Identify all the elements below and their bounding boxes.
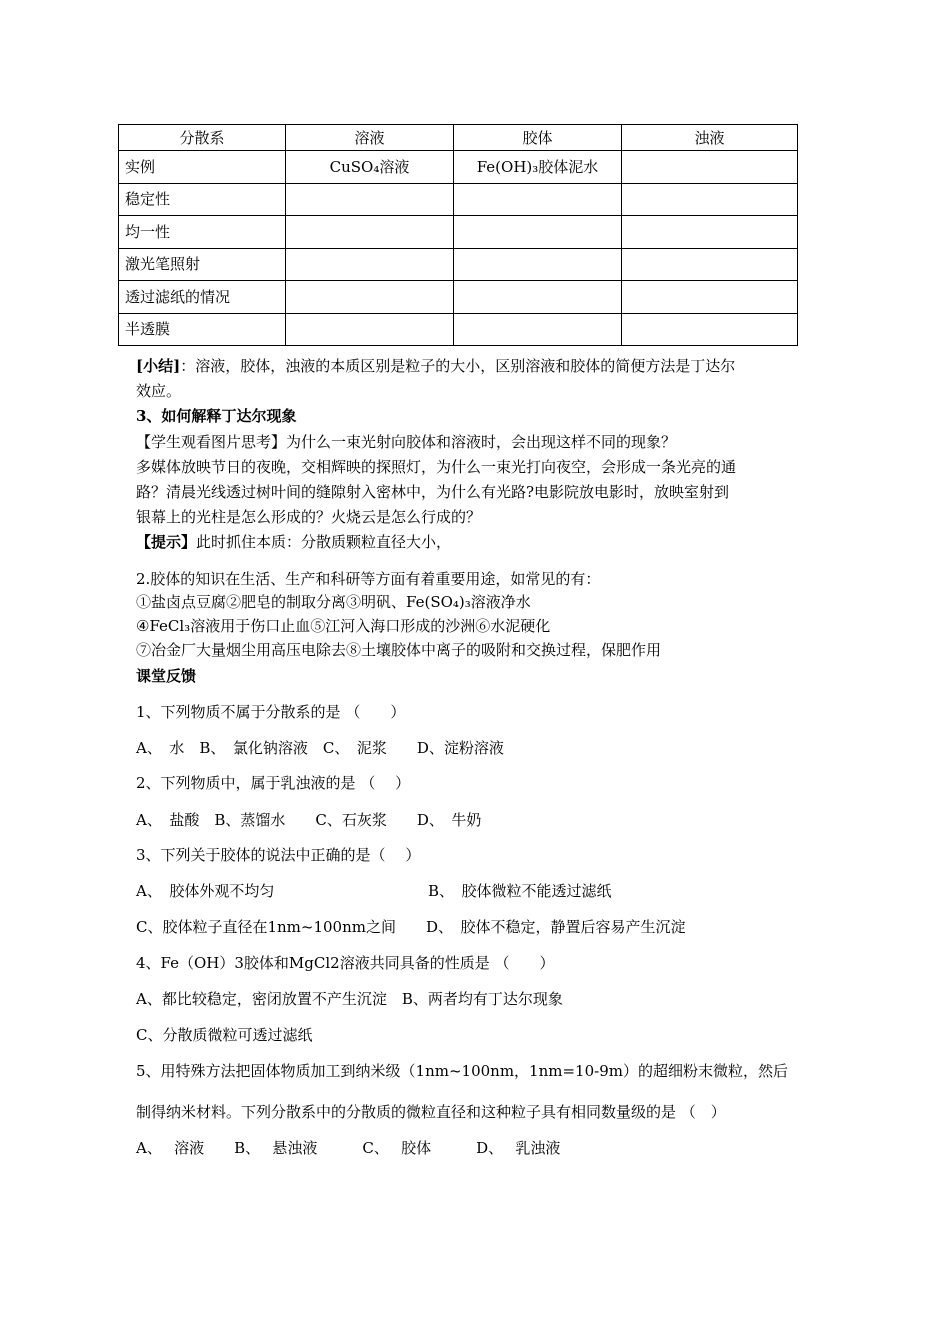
row-label: 半透膜 (119, 313, 286, 346)
summary-line-2: 效应。 (136, 382, 182, 400)
table-row (119, 151, 798, 184)
question-2: 2、下列物质中，属于乳浊液的是 （ ） (136, 774, 411, 792)
table-cell (622, 248, 798, 281)
think-text: 为什么一束光射向胶体和溶液时，会出现这样不同的现象？ (286, 433, 677, 451)
think-paragraph-line-3: 银幕上的光柱是怎么形成的？火烧云是怎么行成的？ (136, 508, 482, 526)
table-cell: CuSO₄溶液 (286, 151, 454, 184)
row-label: 均一性 (119, 216, 286, 249)
question-4-option-c: C、分散质微粒可透过滤纸 (136, 1026, 313, 1044)
table-cell (286, 248, 454, 281)
table-row (119, 248, 798, 281)
table-cell (622, 151, 798, 184)
question-3-option-b: B、 胶体微粒不能透过滤纸 (428, 882, 612, 900)
table-cell (454, 281, 622, 314)
header-cell: 浊液 (622, 125, 798, 151)
think-line (136, 432, 676, 452)
question-4-options-ab: A、都比较稳定，密闭放置不产生沉淀 B、两者均有丁达尔现象 (136, 990, 563, 1008)
hint-line (136, 532, 451, 552)
uses-intro: 2.胶体的知识在生活、生产和科研等方面有着重要用途，如常见的有： (136, 570, 601, 588)
question-1: 1、下列物质不属于分散系的是 （ ） (136, 703, 406, 721)
table-row (119, 281, 798, 314)
header-cell: 溶液 (286, 125, 454, 151)
summary-text: ：溶液，胶体，浊液的本质区别是粒子的大小，区别溶液和胶体的简便方法是丁达尔 (180, 357, 736, 375)
uses-line-3: ⑦冶金厂大量烟尘用高压电除去⑧土壤胶体中离子的吸附和交换过程，保肥作用 (136, 641, 662, 659)
question-3-option-a: A、 胶体外观不均匀 (136, 882, 275, 900)
header-cell: 分散系 (119, 125, 286, 151)
uses-line-1: ①盐卤点豆腐②肥皂的制取分离③明矾、Fe(SO₄)₃溶液净水 (136, 593, 531, 611)
table-row (119, 216, 798, 249)
row-label: 透过滤纸的情况 (119, 281, 286, 314)
feedback-title: 课堂反馈 (136, 667, 197, 685)
table-cell (286, 183, 454, 216)
question-5-line-2: 制得纳米材料。下列分散系中的分散质的微粒直径和这种粒子具有相同数量级的是 （ ） (136, 1103, 726, 1121)
question-5-options: A、 溶液 B、 悬浊液 C、 胶体 D、 乳浊液 (136, 1139, 561, 1157)
table-cell (286, 313, 454, 346)
hint-text: 此时抓住本质：分散质颗粒直径大小， (196, 533, 452, 551)
uses-line-2: ④FeCl₃溶液用于伤口止血⑤江河入海口形成的沙洲⑥水泥硬化 (136, 617, 551, 635)
question-3-options-cd: C、胶体粒子直径在1nm~100nm之间 D、 胶体不稳定，静置后容易产生沉淀 (136, 918, 686, 936)
table-cell (622, 281, 798, 314)
row-label: 实例 (119, 151, 286, 184)
table-cell (286, 281, 454, 314)
table-cell (286, 216, 454, 249)
table-header-row (119, 125, 798, 151)
question-5-line-1: 5、用特殊方法把固体物质加工到纳米级（1nm~100nm，1nm=10-9m）的超细粉末微粒，然后 (136, 1062, 788, 1080)
think-label: 【学生观看图片思考】 (136, 433, 287, 451)
table-row (119, 313, 798, 346)
table-cell (622, 216, 798, 249)
row-label: 稳定性 (119, 183, 286, 216)
table-cell (454, 248, 622, 281)
header-cell: 胶体 (454, 125, 622, 151)
summary-line (136, 356, 735, 376)
question-1-options: A、 水 B、 氯化钠溶液 C、 泥浆 D、淀粉溶液 (136, 739, 504, 757)
table-cell: Fe(OH)₃胶体泥水 (454, 151, 622, 184)
table-cell (454, 183, 622, 216)
hint-label: 【提示】 (136, 533, 197, 551)
row-label: 激光笔照射 (119, 248, 286, 281)
summary-label: [小结] (136, 357, 181, 375)
table-cell (622, 313, 798, 346)
table-cell (454, 313, 622, 346)
table-row (119, 183, 798, 216)
think-paragraph-line-2: 路？清晨光线透过树叶间的缝隙射入密林中，为什么有光路?电影院放电影时，放映室射到 (136, 483, 730, 501)
dispersion-comparison-table (118, 124, 798, 346)
section-3-title: 3、如何解释丁达尔现象 (136, 407, 297, 425)
think-paragraph-line-1: 多媒体放映节日的夜晚，交相辉映的探照灯，为什么一束光打向夜空，会形成一条光亮的通 (136, 458, 737, 476)
question-2-options: A、 盐酸 B、蒸馏水 C、石灰浆 D、 牛奶 (136, 811, 482, 829)
question-3: 3、下列关于胶体的说法中正确的是（ ） (136, 846, 421, 864)
question-4: 4、Fe（OH）3胶体和MgCl2溶液共同具备的性质是 （ ） (136, 954, 555, 972)
table-cell (454, 216, 622, 249)
table-cell (622, 183, 798, 216)
